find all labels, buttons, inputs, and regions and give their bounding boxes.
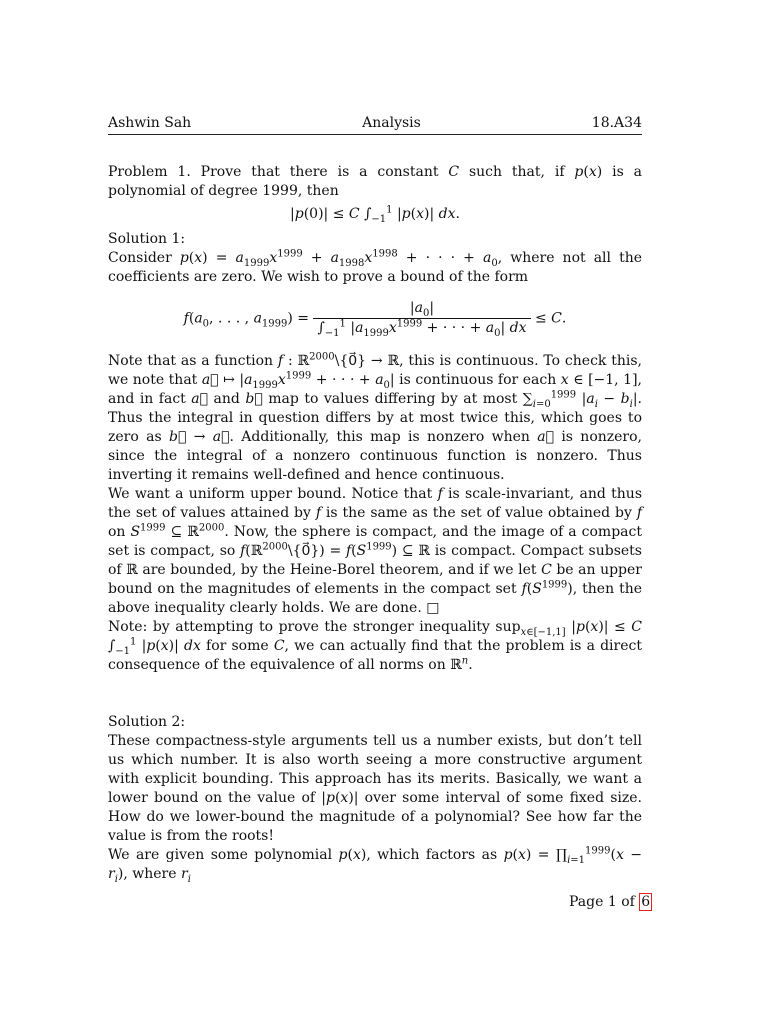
solution2-paragraph-intro: These compactness-style arguments tell us a number exists, but don’t tell us which number. It is also worth seeing a more constructive argument with explicit bounding. This approach has its merits. Basically, we want a lower bound on the value of |p(x)| over some interval of some fixed size. How do we lower-bound the magnitude of a polynomial? See how far the value is from the roots! — [108, 733, 642, 844]
solution1-intro: Consider $p(x) = a_{1999}x^{1999} + a_{1998}x^{1998}$ + · · · + $a_0$, where not all the coefficients are zero. We wish to prove a bound of the form — [108, 248, 642, 285]
solution1-title: Solution 1: — [108, 231, 186, 247]
solution1-note: Note: by attempting to prove the stronger inequality sup$_{x\in[-1,1]}$ |p(x)| ≤ C $\int_{-1}^1$ |p(x)| dx for some C, we can actually find that the problem is a direct consequence of the equivalence of all norms on ℝ$^n$. — [108, 619, 643, 673]
document-body — [108, 163, 642, 884]
running-header — [108, 114, 642, 135]
problem-equation: |p(0)| ≤ C $\int_{-1}^1$ |p(x)| dx. — [290, 204, 460, 225]
solution1-paragraph-bound: We want a uniform upper bound. Notice that f is scale-invariant, and thus the set of values attained by f is the same as the set of value obtained by f on $S^{1999}$ ⊆ ℝ$^{2000}$. Now, the sphere is compact, and the image of a compact set is compact, so f(ℝ$^{2000}$\{0⃗}) = $f(S^{1999})$ ⊆ ℝ is compact. Compact subsets of ℝ are bounded, by the Heine-Borel theorem, and if we let C be an upper bound on the magnitudes of elements in the compact set $f(S^{1999})$, then the above inequality clearly holds. We are done. □ — [108, 486, 643, 616]
page-footer — [569, 893, 652, 911]
bound-equation: $f(a_0$, . . . , $a_{1999}$) = $\frac{|a_0|}{\int_{-1}^1 |a_{1999}x^{1999} + \cdot \cdot \cdot + a_0| dx}$ ≤ C. — [183, 300, 567, 339]
header-author: Ashwin Sah — [108, 115, 192, 131]
header-course: 18.A34 — [591, 115, 642, 131]
solution2-title: Solution 2: — [108, 714, 186, 730]
solution1-paragraph-continuity: Note that as a function f : ℝ$^{2000}$\{0⃗} → ℝ, this is continuous. To check this, we note that a⃗ ↦ $|a_{1999}x^{1999}$ + · · · + $a_0|$ is continuous for each x ∈ [−1, 1], and in fact a⃗ and b⃗ map to values differing by at most $\sum_{i=0}^{1999}$ $|a_i - b_i|$. Thus the integral in question differs by at most twice this, which goes to zero as b⃗ → a⃗. Additionally, this map is nonzero when a⃗ is nonzero, since the integral of a nonzero continuous function is nonzero. Thus inverting it remains well-defined and hence continuous. — [108, 351, 643, 483]
total-pages-link[interactable]: 6 — [641, 894, 651, 910]
header-subject: Analysis — [362, 115, 421, 131]
solution2-paragraph-factor: We are given some polynomial p(x), which factors as $p(x) = \prod_{i=1}^{1999}(x - r_i)$, where $r_i$ — [108, 845, 642, 885]
problem-label: Problem 1. — [108, 164, 191, 180]
section-gap — [108, 675, 642, 713]
problem-statement: Problem 1. Prove that there is a constant C such that, if p(x) is a polynomial of degree 1999, then — [108, 164, 642, 199]
bound-fraction: $\frac{|a_0|}{\int_{-1}^1 |a_{1999}x^{1999} + \cdot \cdot \cdot + a_0| dx}$ — [313, 299, 530, 338]
page-indicator: Page 1 of — [569, 894, 635, 910]
